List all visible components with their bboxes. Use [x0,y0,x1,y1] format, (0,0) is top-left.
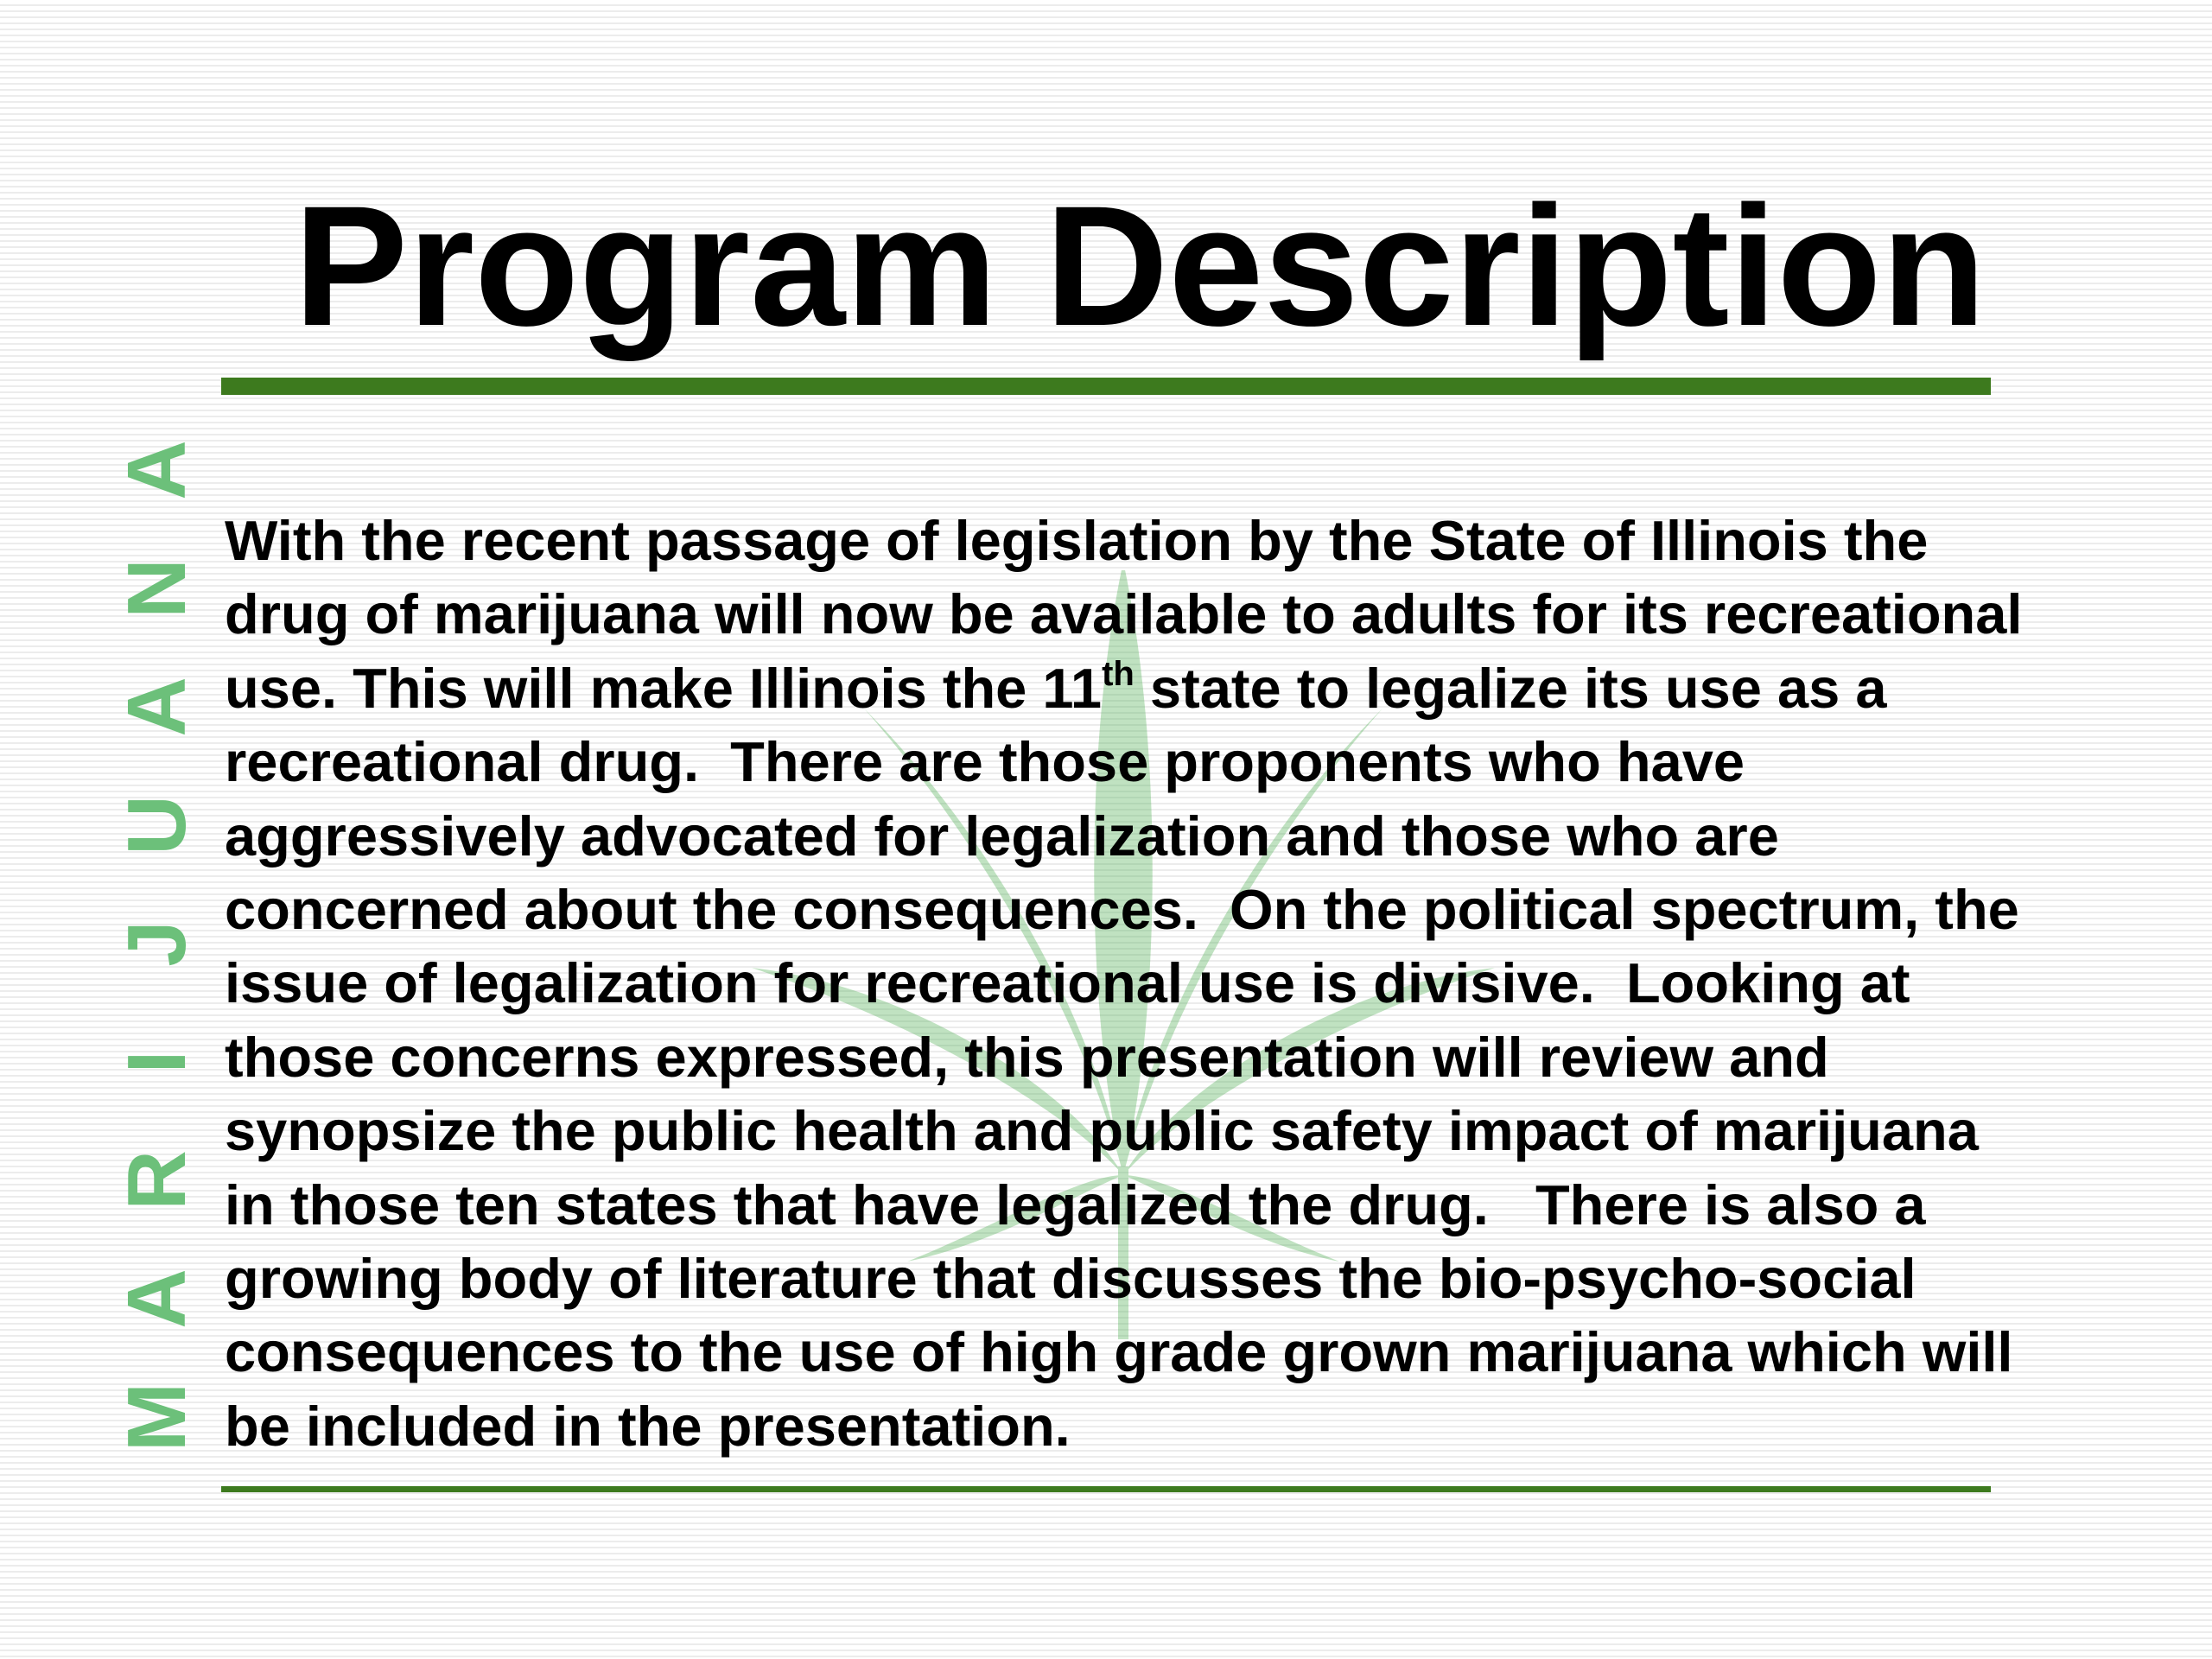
vertical-side-word [111,406,203,1460]
side-word-letter: M [111,1382,203,1452]
body-line-part: state to legalize its use as a [1134,656,1887,720]
body-paragraph [225,504,2203,1463]
body-line: synopsize the public health and public safety impact of marijuana [225,1099,1979,1163]
body-line: growing body of literature that discusses the bio-psycho-social [225,1247,1916,1311]
side-word-letter: N [111,558,203,619]
side-word-letter: U [111,795,203,855]
side-word-letter: J [111,920,203,967]
ordinal-superscript: th [1102,654,1135,693]
bottom-rule [221,1486,1991,1492]
body-line: be included in the presentation. [225,1394,1071,1458]
body-line: those concerns expressed, this presentation will review and [225,1025,1829,1089]
body-line: drug of marijuana will now be available to adults for its recreational [225,582,2023,646]
side-word-letter: A [111,677,203,737]
body-line: issue of legalization for recreational use is divisive. Looking at [225,951,1910,1015]
side-word-letter: A [111,440,203,500]
side-word-letter: R [111,1150,203,1211]
slide-title: Program Description [294,170,1986,361]
side-word-letter: I [111,1050,203,1074]
body-line: consequences to the use of high grade grown marijuana which will [225,1320,2013,1384]
title-underline [221,378,1991,395]
body-line: aggressively advocated for legalization and those who are [225,804,1779,868]
body-line-part: use. This will make Illinois the 11 [225,656,1103,720]
body-line: With the recent passage of legislation by the State of Illinois the [225,509,1929,572]
side-word-letter: A [111,1268,203,1329]
body-line: concerned about the consequences. On the political spectrum, the [225,878,2019,942]
body-line: recreational drug. There are those proponents who have [225,730,1745,794]
body-line: in those ten states that have legalized the drug. There is also a [225,1173,1926,1236]
body-line-with-superscript [225,652,2203,725]
